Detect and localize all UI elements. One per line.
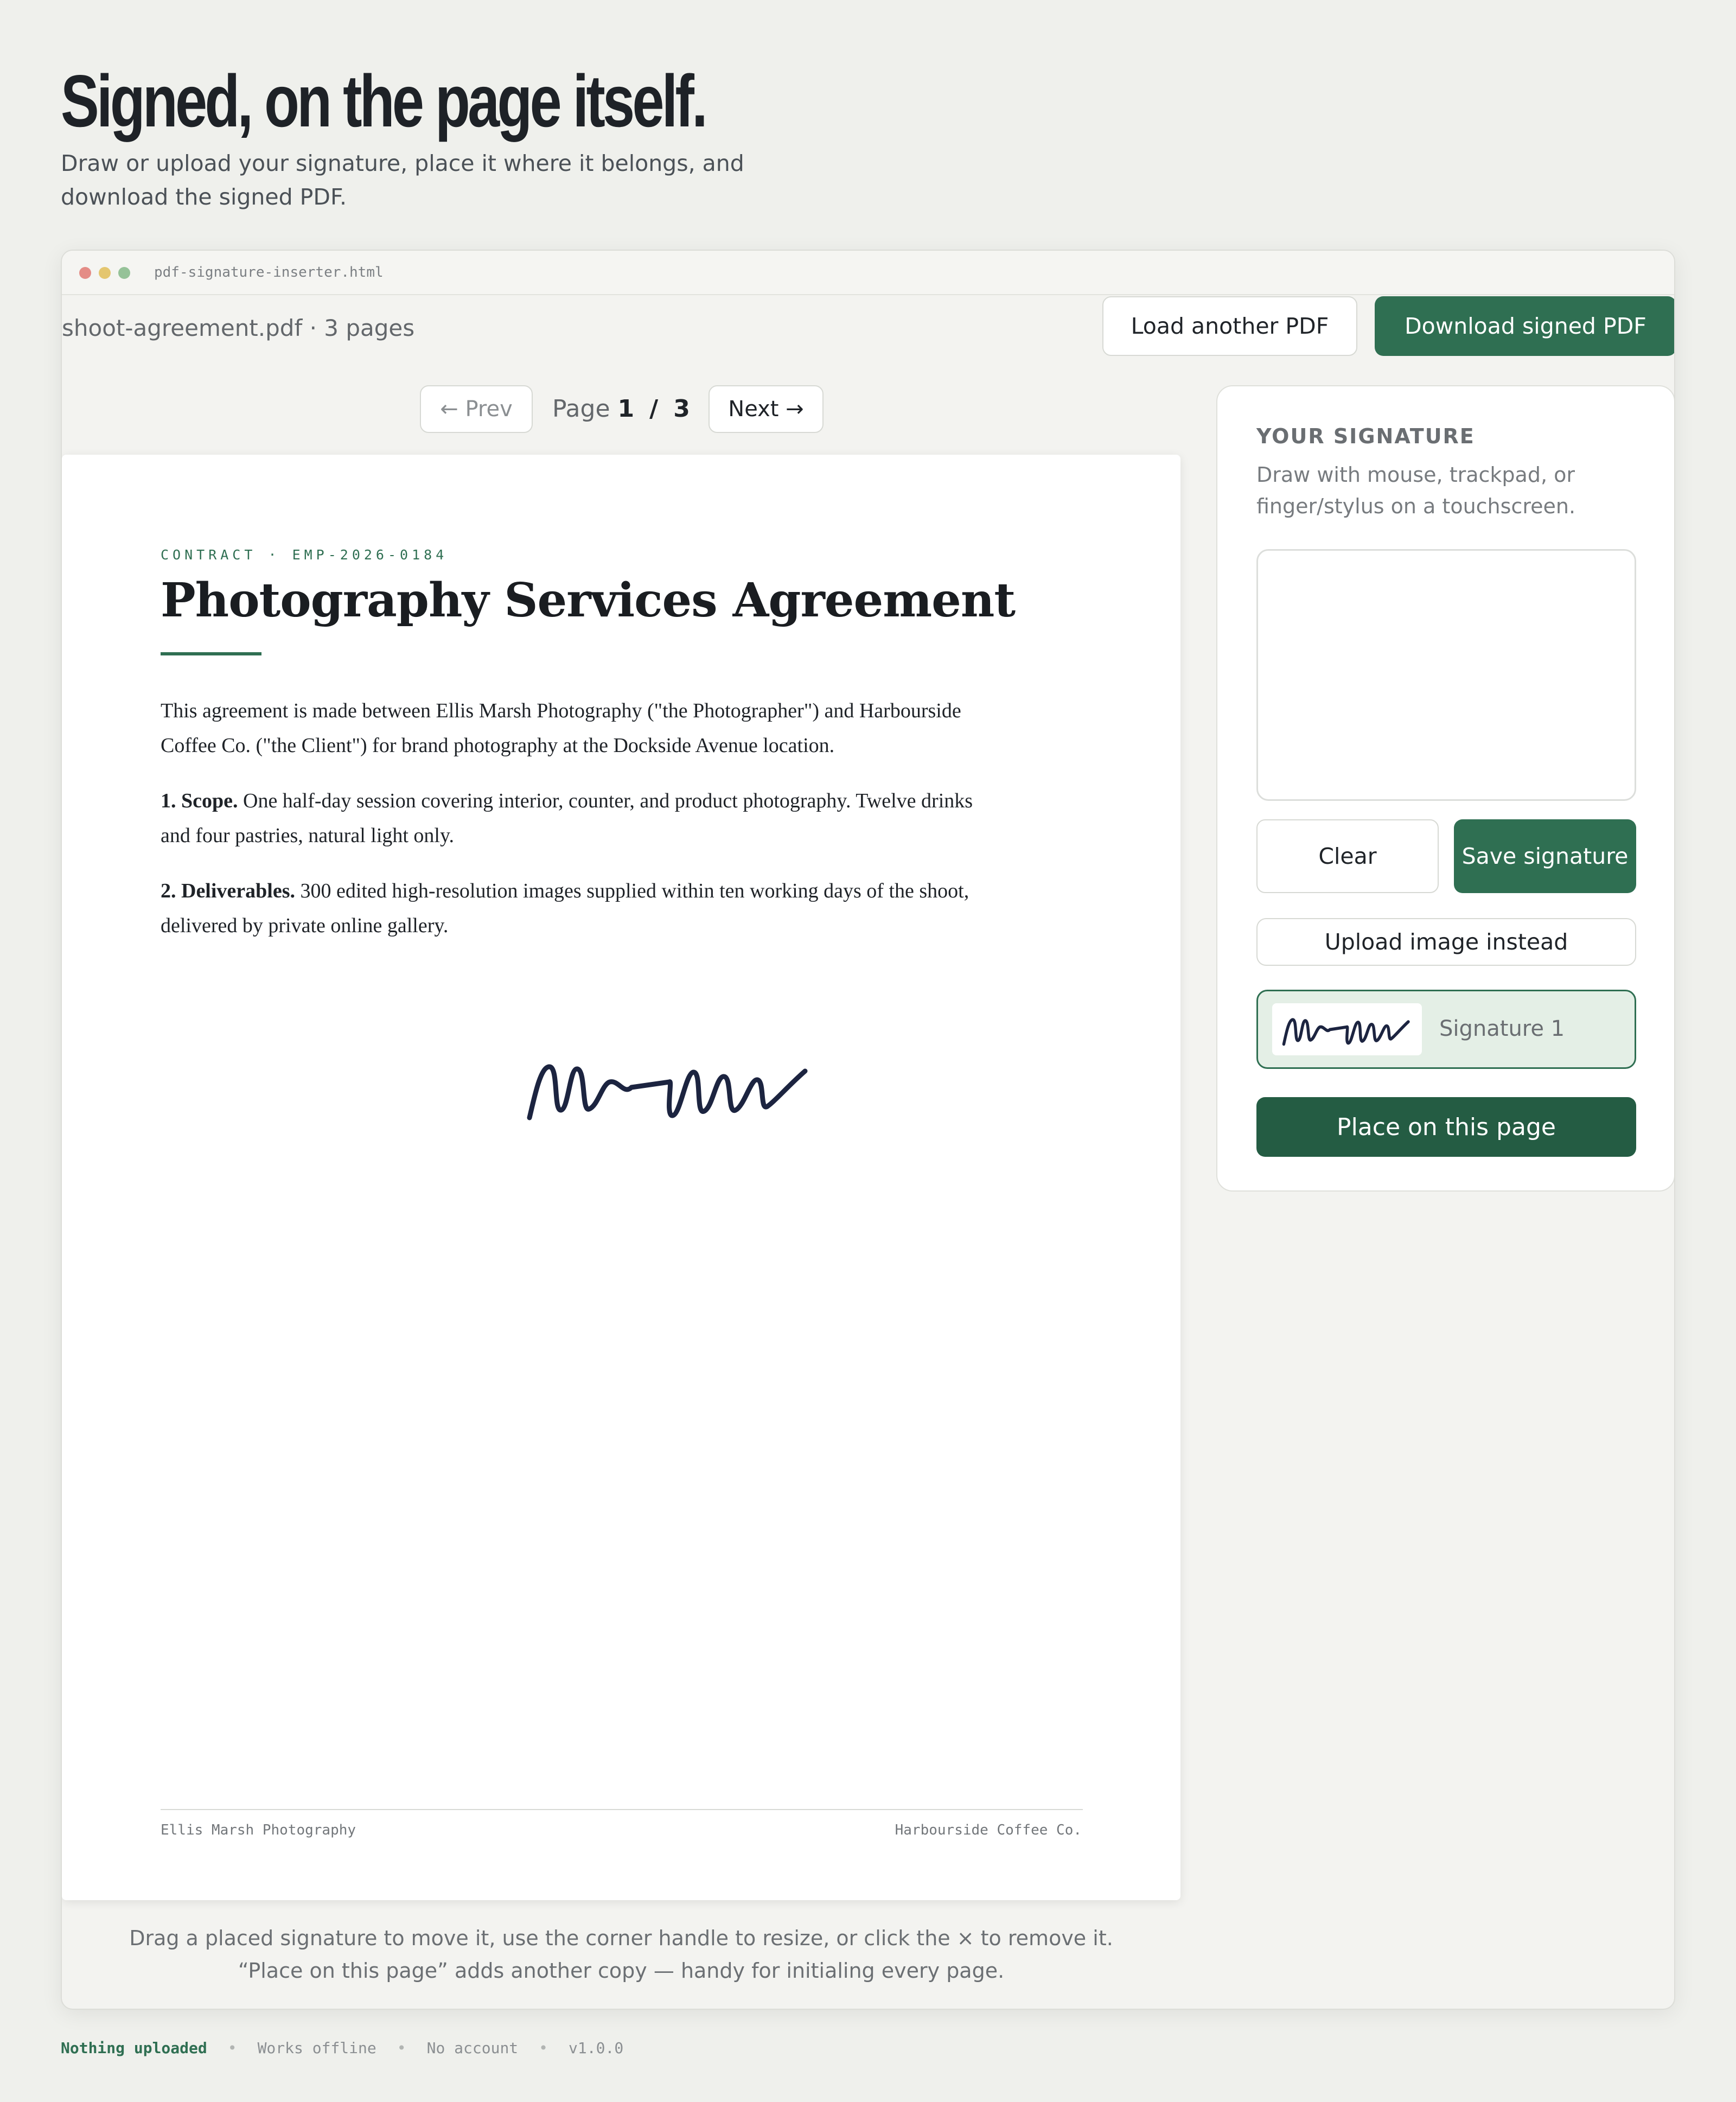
deliverables-text: 300 edited high-resolution images supplied within ten working days of the shoot, delivered by private online gallery.	[161, 880, 969, 937]
status-separator: •	[539, 2039, 548, 2057]
download-signed-pdf-button[interactable]: Download signed PDF	[1375, 296, 1675, 356]
clear-button[interactable]: Clear	[1256, 819, 1439, 893]
scope-heading: 1. Scope.	[161, 789, 238, 812]
doc-intro: This agreement is made between Ellis Marsh Photography ("the Photographer") and Harbourside Coffee Co. ("the Client") for brand photography at the Dockside Avenue location.	[161, 699, 961, 757]
window-titlebar	[62, 251, 1674, 295]
status-item: No account	[426, 2039, 519, 2057]
status-item: Works offline	[257, 2039, 376, 2057]
doc-footer-left: Ellis Marsh Photography	[161, 1822, 356, 1838]
prev-page-button[interactable]: ← Prev	[420, 385, 533, 433]
app-window	[61, 250, 1675, 2010]
minimize-window-dot[interactable]	[99, 267, 111, 279]
window-title: pdf-signature-inserter.html	[154, 264, 384, 281]
placed-signature[interactable]	[523, 1046, 816, 1128]
doc-footer-rule	[161, 1809, 1083, 1810]
signature-thumbnail	[1272, 1003, 1422, 1055]
saved-signature-item[interactable]	[1256, 990, 1636, 1069]
panel-description: Draw with mouse, trackpad, or finger/stylus on a touchscreen.	[1256, 463, 1576, 518]
page-word: Page	[552, 395, 610, 423]
close-window-dot[interactable]	[79, 267, 91, 279]
current-page: 1	[617, 395, 635, 423]
usage-hint: Drag a placed signature to move it, use the corner handle to resize, or click the × to remove it. “Place on this page” adds another copy — handy for initialing every page.	[129, 1926, 1113, 1983]
maximize-window-dot[interactable]	[118, 267, 130, 279]
status-separator: •	[227, 2039, 237, 2057]
status-item: v1.0.0	[569, 2039, 624, 2057]
upload-image-button[interactable]: Upload image instead	[1256, 918, 1636, 966]
load-another-pdf-button[interactable]: Load another PDF	[1102, 296, 1357, 356]
signature-thumbnail-icon	[1281, 1010, 1413, 1049]
page-separator: /	[649, 395, 659, 423]
doc-deliverables	[161, 874, 1007, 943]
next-page-button[interactable]: Next →	[709, 385, 824, 433]
hero-title: Signed, on the page itself.	[61, 60, 705, 142]
place-on-page-button[interactable]: Place on this page	[1256, 1097, 1636, 1157]
page-indicator	[552, 395, 690, 423]
doc-scope	[161, 784, 1007, 853]
save-signature-button[interactable]: Save signature	[1454, 819, 1636, 893]
doc-title: Photography Services Agreement	[161, 573, 1016, 628]
doc-eyebrow: CONTRACT · EMP-2026-0184	[161, 547, 448, 563]
file-info: shoot-agreement.pdf · 3 pages	[62, 315, 415, 341]
panel-heading: YOUR SIGNATURE	[1256, 424, 1475, 448]
doc-body	[161, 693, 1007, 964]
total-pages: 3	[673, 395, 690, 423]
hero-subtitle: Draw or upload your signature, place it where it belongs, and download the signed PDF.	[61, 150, 744, 210]
saved-signature-name: Signature 1	[1439, 1016, 1565, 1041]
doc-footer-right: Harbourside Coffee Co.	[895, 1822, 1082, 1838]
scope-text: One half-day session covering interior, counter, and product photography. Twelve drinks and four pastries, natural light only.	[161, 789, 973, 847]
signature-panel	[1216, 385, 1675, 1192]
status-item: Nothing uploaded	[61, 2039, 207, 2057]
status-bar	[61, 2039, 623, 2057]
signature-pad[interactable]	[1256, 549, 1636, 801]
status-separator: •	[397, 2039, 406, 2057]
deliverables-heading: 2. Deliverables.	[161, 880, 296, 902]
pdf-page	[62, 455, 1180, 1900]
doc-title-rule	[161, 652, 261, 655]
